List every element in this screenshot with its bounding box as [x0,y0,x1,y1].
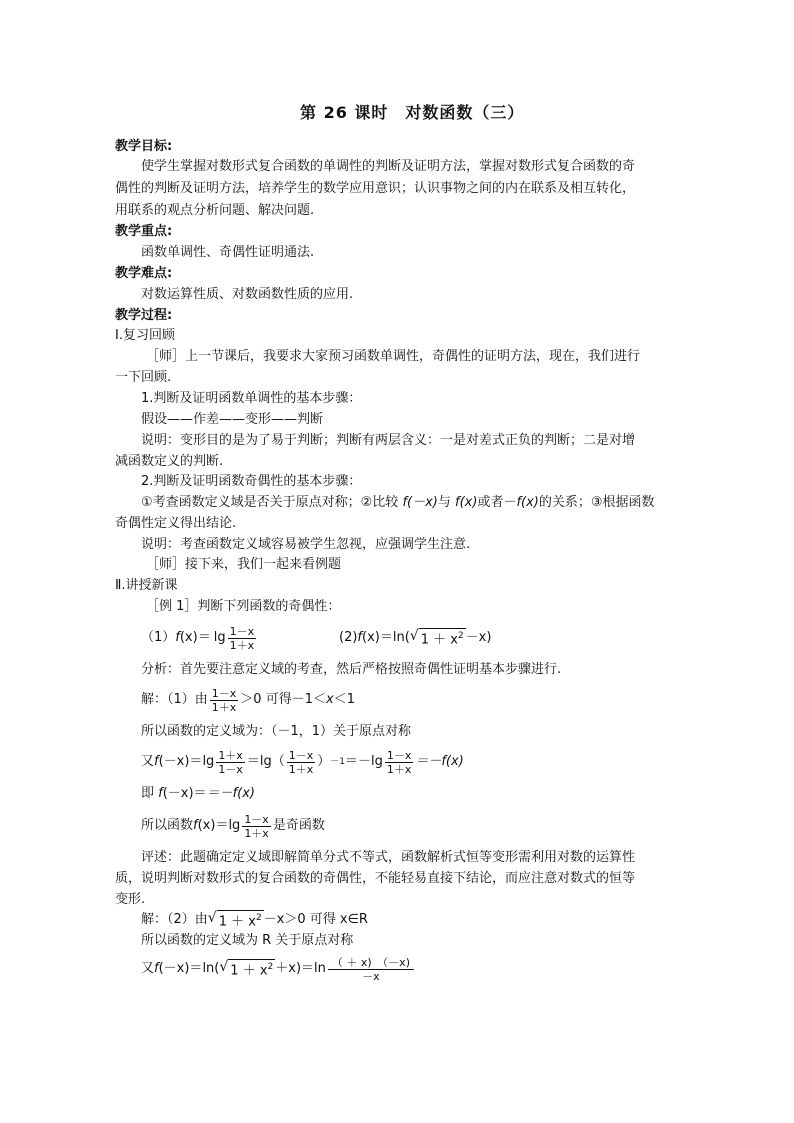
deriv2-fraction [328,956,414,983]
q2-eq: (x)＝ [362,630,393,645]
deriv2-ln: ln( [202,961,220,976]
part-heading-review: Ⅰ.复习回顾 [115,328,175,343]
deriv1-lg: lg [202,754,215,769]
odd-steps-fx3: f(x) [516,495,539,510]
sol1-fraction-numerator: 1－x [211,686,237,700]
section-heading-difficulty: 教学难点: [115,266,173,281]
deriv2-sqrt-arg-text: 1 ＋ x [230,963,268,979]
mono-note-line1: 说明：变形目的是为了易于判断；判断有两层含义：一是对差式正负的判断；二是对增 [141,433,636,448]
deriv1-neg-lg: ＝－lg [344,754,383,769]
conc1-f: f [193,818,198,833]
q2-label: (2) [339,630,358,645]
q2-ln: ln( [392,630,410,645]
example-q2 [339,623,491,653]
q2-tail: －x) [465,630,492,645]
comment-line2: 质，说明判断对数形式的复合函数的奇偶性，不能轻易直接下结论，而应注意对数式的恒等 [115,871,636,886]
deriv1-eq: (－x)＝ [158,754,203,769]
deriv1-paren-close: ） [317,754,331,769]
sol2-sqrt-arg [217,910,264,929]
deriv2-sqrt-exp: 2 [267,962,274,973]
odd-steps-text-b: 与 [437,495,456,510]
q2-sqrt: √ $1 + x^2$ [409,628,464,648]
q2-sqrt-exp: 2 [457,631,464,642]
hence-f: f [158,786,163,801]
teacher-text-2: ［师］接下来，我们一起来看例题 [146,557,342,572]
q1-fraction-numerator: 1－x [229,624,255,638]
deriv1-fa-num: 1＋x [218,748,243,762]
hence-line [141,785,255,803]
q2-sqrt-arg [419,628,466,647]
deriv1-fraction-c [385,749,414,776]
deriv1-neg-fx: ＝－f(x) [415,754,464,769]
derivation-line-1 [141,747,464,777]
conc1-fraction [242,813,271,840]
teacher-text-line2: 一下回顾. [115,370,172,385]
solution-2-line [141,909,368,931]
section-heading-process: 教学过程: [115,308,173,323]
sol1-text-a: 解：（1）由 [141,692,208,707]
q1-fraction [228,625,257,652]
conc1-lg: lg [228,818,241,833]
sol2-sqrt-exp: 2 [255,913,262,924]
conc1-text: 所以函数 [141,818,194,833]
hence-neg-fx: ＝－f(x) [206,786,255,801]
deriv1-fa-den: 1－x [218,762,243,776]
comment-line1: 评述：此题确定定义域即解简单分式不等式，函数解析式恒等变形需利用对数的运算性 [141,850,636,865]
hence-eq: (－x)＝ [162,786,207,801]
mono-note-line2: 减函数定义的判断. [115,454,224,469]
deriv1-fraction-b [287,749,316,776]
hence-text: 即 [141,786,159,801]
example-1-title: ［例 1］判断下列函数的奇偶性： [146,599,341,614]
deriv1-f: f [154,754,159,769]
section-heading-key: 教学重点: [115,224,173,239]
deriv1-fraction-a [216,749,245,776]
sol1-fraction-denominator: 1＋x [211,700,237,714]
deriv1-exp: －1 [330,757,345,767]
domain-1-text: 所以函数的定义域为：（－1，1）关于原点对称 [141,724,412,739]
q2-f: f [357,630,362,645]
mono-steps: 假设——作差——变形——判断 [141,412,324,427]
odd-steps-text-c: 或者－ [477,495,517,510]
odd-steps-text-a: ①考查函数定义域是否关于原点对称；②比较 [141,495,403,510]
deriv2-fraction-num: （ ＋ x) （－x) [328,956,414,970]
deriv2-eq: (－x)＝ [158,961,203,976]
odd-steps-text-d: 的关系；③根据函数 [538,495,655,510]
comment-line3: 变形. [115,892,146,907]
conc1-is-odd: 是奇函数 [272,818,325,833]
goals-text-line1: 使学生掌握对数形式复合函数的单调性的判断及证明方法，掌握对数形式复合函数的奇 [141,159,636,174]
goals-text-line3: 用联系的观点分析问题、解决问题. [115,203,315,218]
deriv2-also: 又 [141,961,155,976]
q1-f: f [175,630,180,645]
sol1-text-b: ＞0 可得－1＜ [240,692,326,707]
q1-fraction-denominator: 1＋x [229,638,255,652]
section-heading-goals: 教学目标: [115,139,173,154]
goals-text-line2: 偶性的判断及证明方法，培养学生的数学应用意识；认识事物之间的内在联系及相互转化， [115,181,636,196]
odd-steps-title: 2.判断及证明函数奇偶性的基本步骤： [141,474,362,489]
example-q1 [141,623,258,653]
conc1-eq: (x)＝ [197,818,229,833]
q1-lg: lg [213,630,226,645]
sol1-x: x [325,692,334,707]
odd-steps-line2: 奇偶性定义得出结论. [115,516,237,531]
q1-eq: (x)＝ [179,630,211,645]
teacher-text-line1: ［师］上一节课后，我要求大家预习函数单调性，奇偶性的证明方法，现在，我们进行 [146,349,641,364]
solution-1-line [141,685,355,715]
analysis-text: 分析：首先要注意定义域的考查，然后严格按照奇偶性证明基本步骤进行. [141,662,562,677]
deriv2-f: f [154,961,159,976]
deriv1-lg-paren: ＝lg（ [246,754,285,769]
q1-label: （1） [141,630,176,645]
difficulty-text: 对数运算性质、对数函数性质的应用. [141,287,354,302]
deriv2-sqrt: √ $1 + x^2$ [219,959,274,979]
deriv1-fc-num: 1－x [386,748,412,762]
sol2-sqrt: √ $1 + x^2$ [207,910,262,930]
deriv1-fb-num: 1－x [288,748,314,762]
sol1-fraction [210,687,239,714]
deriv1-fc-den: 1＋x [386,762,412,776]
odd-steps-fx2: f(x) [455,495,478,510]
conclusion-1-line [141,811,325,841]
odd-note: 说明：考查函数定义域容易被学生忽视，应强调学生注意. [141,537,471,552]
conc1-fraction-num: 1－x [244,812,269,826]
deriv2-fraction-den: －x [362,969,380,983]
part-heading-new-lesson: Ⅱ.讲授新课 [115,578,178,593]
deriv1-fb-den: 1＋x [288,762,314,776]
page-title: 第 26 课时 对数函数（三） [300,103,525,122]
sol2-sqrt-arg-text: 1 ＋ x [218,914,256,930]
mono-steps-title: 1.判断及证明函数单调性的基本步骤： [141,391,362,406]
deriv2-plus-x: ＋x)＝ln [275,961,326,976]
derivation-line-2 [141,952,416,986]
sol2-text-a: 解：（2）由 [141,912,208,927]
odd-steps-line1 [141,494,655,512]
domain-2-text: 所以函数的定义域为 R 关于原点对称 [141,933,354,948]
conc1-fraction-den: 1＋x [244,826,269,840]
deriv1-also: 又 [141,754,155,769]
deriv2-sqrt-arg [228,959,275,978]
key-text: 函数单调性、奇偶性证明通法. [141,245,315,260]
sol1-text-c: ＜1 [333,692,355,707]
q2-sqrt-arg-text: 1 ＋ x [420,632,458,648]
sol2-text-b: －x＞0 可得 x∈R [263,912,368,927]
odd-steps-fx1: f(－x) [402,495,438,510]
